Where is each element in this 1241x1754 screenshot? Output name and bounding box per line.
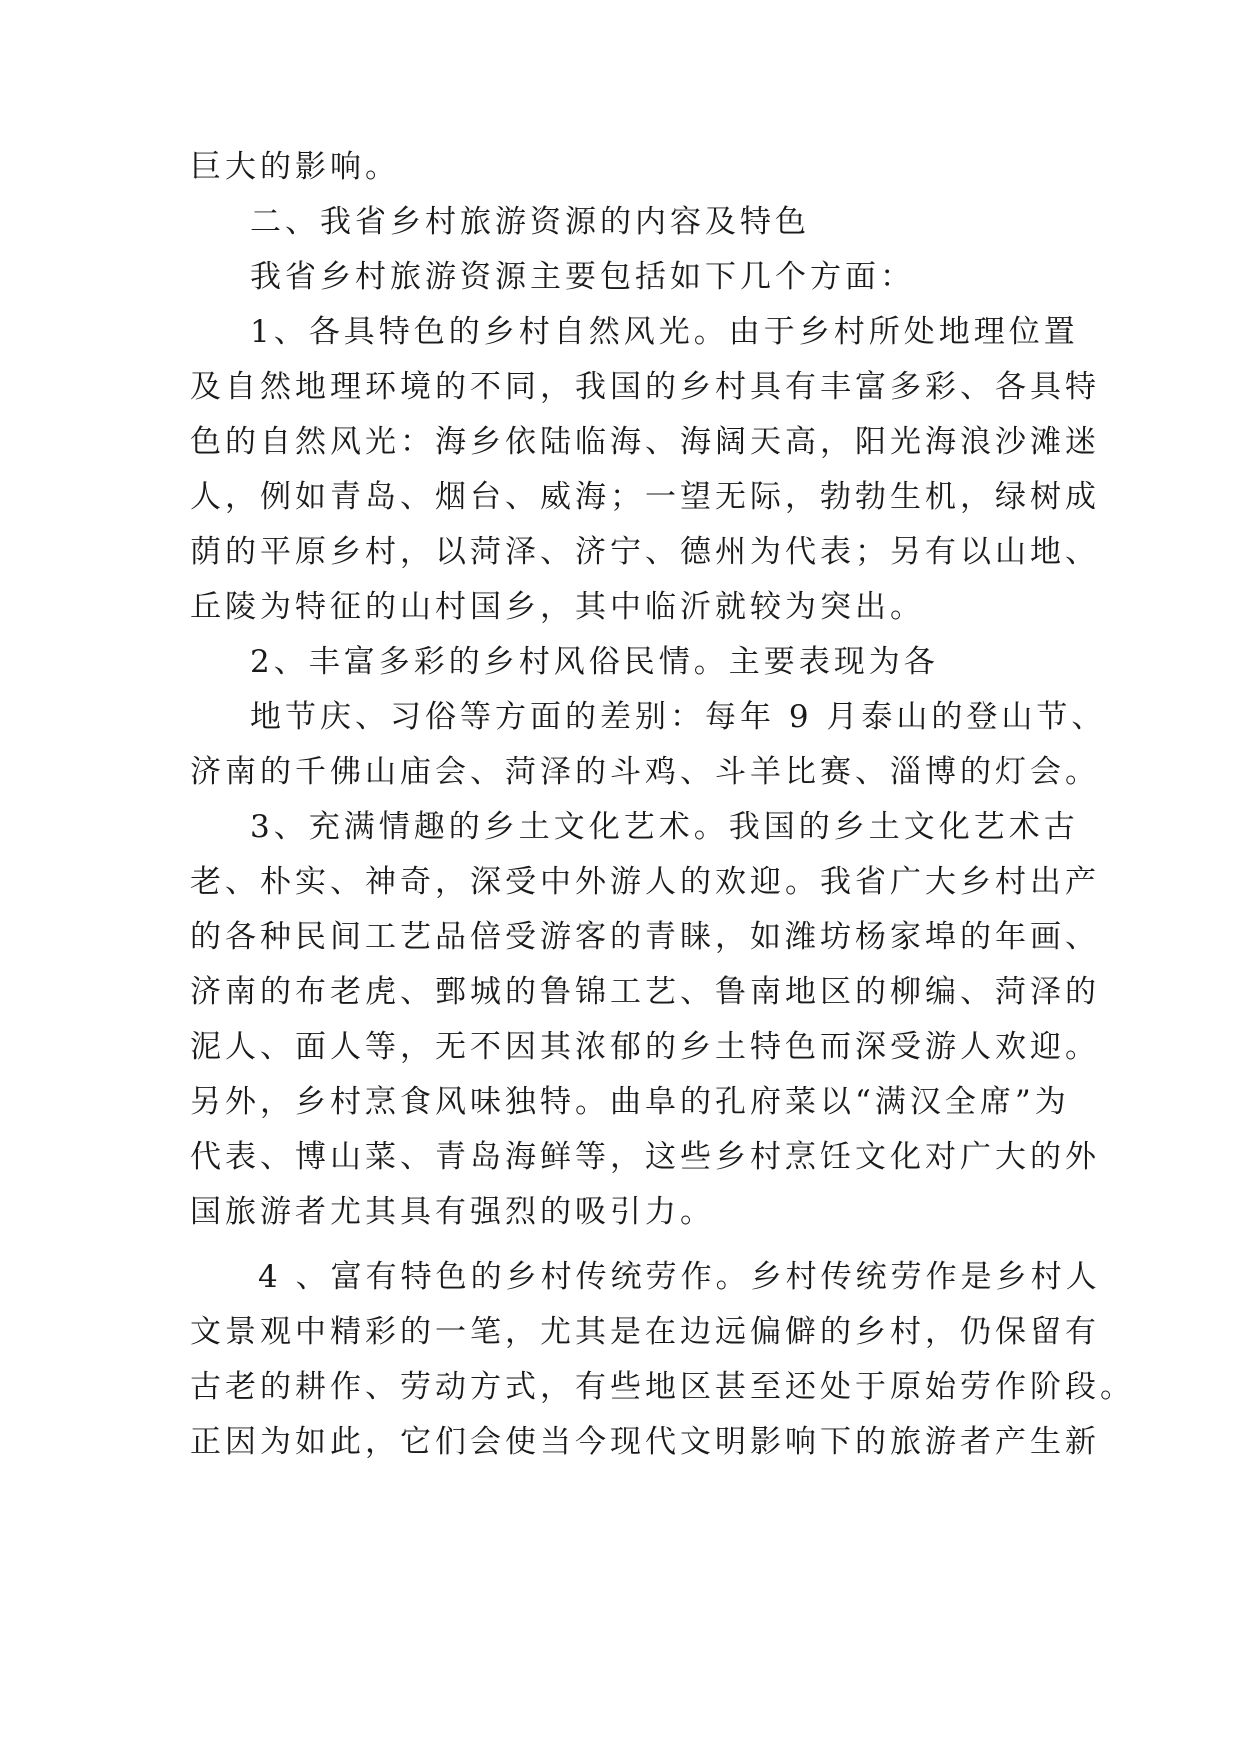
- text-line: 的各种民间工艺品倍受游客的青睐，如潍坊杨家埠的年画、: [190, 919, 1100, 955]
- text-line: 及自然地理环境的不同，我国的乡村具有丰富多彩、各具特: [190, 369, 1100, 405]
- text-line: 地节庆、习俗等方面的差别：每年 9 月泰山的登山节、: [250, 699, 1107, 735]
- list-item-3-start: 3、充满情趣的乡土文化艺术。我国的乡土文化艺术古: [250, 809, 1079, 845]
- text-line: 我省乡村旅游资源主要包括如下几个方面：: [250, 259, 915, 295]
- list-item-4-start: 4 、富有特色的乡村传统劳作。乡村传统劳作是乡村人: [258, 1259, 1101, 1295]
- text-line: 巨大的影响。: [190, 149, 400, 185]
- text-line: 泥人、面人等，无不因其浓郁的乡土特色而深受游人欢迎。: [190, 1029, 1100, 1065]
- text-line: 正因为如此，它们会使当今现代文明影响下的旅游者产生新: [190, 1424, 1100, 1460]
- text-line: 代表、博山菜、青岛海鲜等，这些乡村烹饪文化对广大的外: [190, 1139, 1100, 1175]
- text-line: 人，例如青岛、烟台、威海；一望无际，勃勃生机，绿树成: [190, 479, 1100, 515]
- section-heading: 二、我省乡村旅游资源的内容及特色: [250, 204, 810, 240]
- text-line: 另外，乡村烹食风味独特。曲阜的孔府菜以“满汉全席”为: [190, 1084, 1070, 1120]
- text-line: 古老的耕作、劳动方式，有些地区甚至还处于原始劳作阶段。: [190, 1369, 1135, 1405]
- list-item-1-start: 1、各具特色的乡村自然风光。由于乡村所处地理位置: [250, 314, 1079, 350]
- text-line: 文景观中精彩的一笔，尤其是在边远偏僻的乡村，仍保留有: [190, 1314, 1100, 1350]
- text-line: 丘陵为特征的山村国乡，其中临沂就较为突出。: [190, 589, 925, 625]
- text-line: 国旅游者尤其具有强烈的吸引力。: [190, 1194, 715, 1230]
- text-line: 济南的千佛山庙会、菏泽的斗鸡、斗羊比赛、淄博的灯会。: [190, 754, 1100, 790]
- text-line: 老、朴实、神奇，深受中外游人的欢迎。我省广大乡村出产: [190, 864, 1100, 900]
- text-line: 色的自然风光：海乡依陆临海、海阔天高，阳光海浪沙滩迷: [190, 424, 1100, 460]
- text-line: 荫的平原乡村，以菏泽、济宁、德州为代表；另有以山地、: [190, 534, 1100, 570]
- list-item-2-start: 2、丰富多彩的乡村风俗民情。主要表现为各: [250, 644, 939, 680]
- text-line: 济南的布老虎、鄄城的鲁锦工艺、鲁南地区的柳编、菏泽的: [190, 974, 1100, 1010]
